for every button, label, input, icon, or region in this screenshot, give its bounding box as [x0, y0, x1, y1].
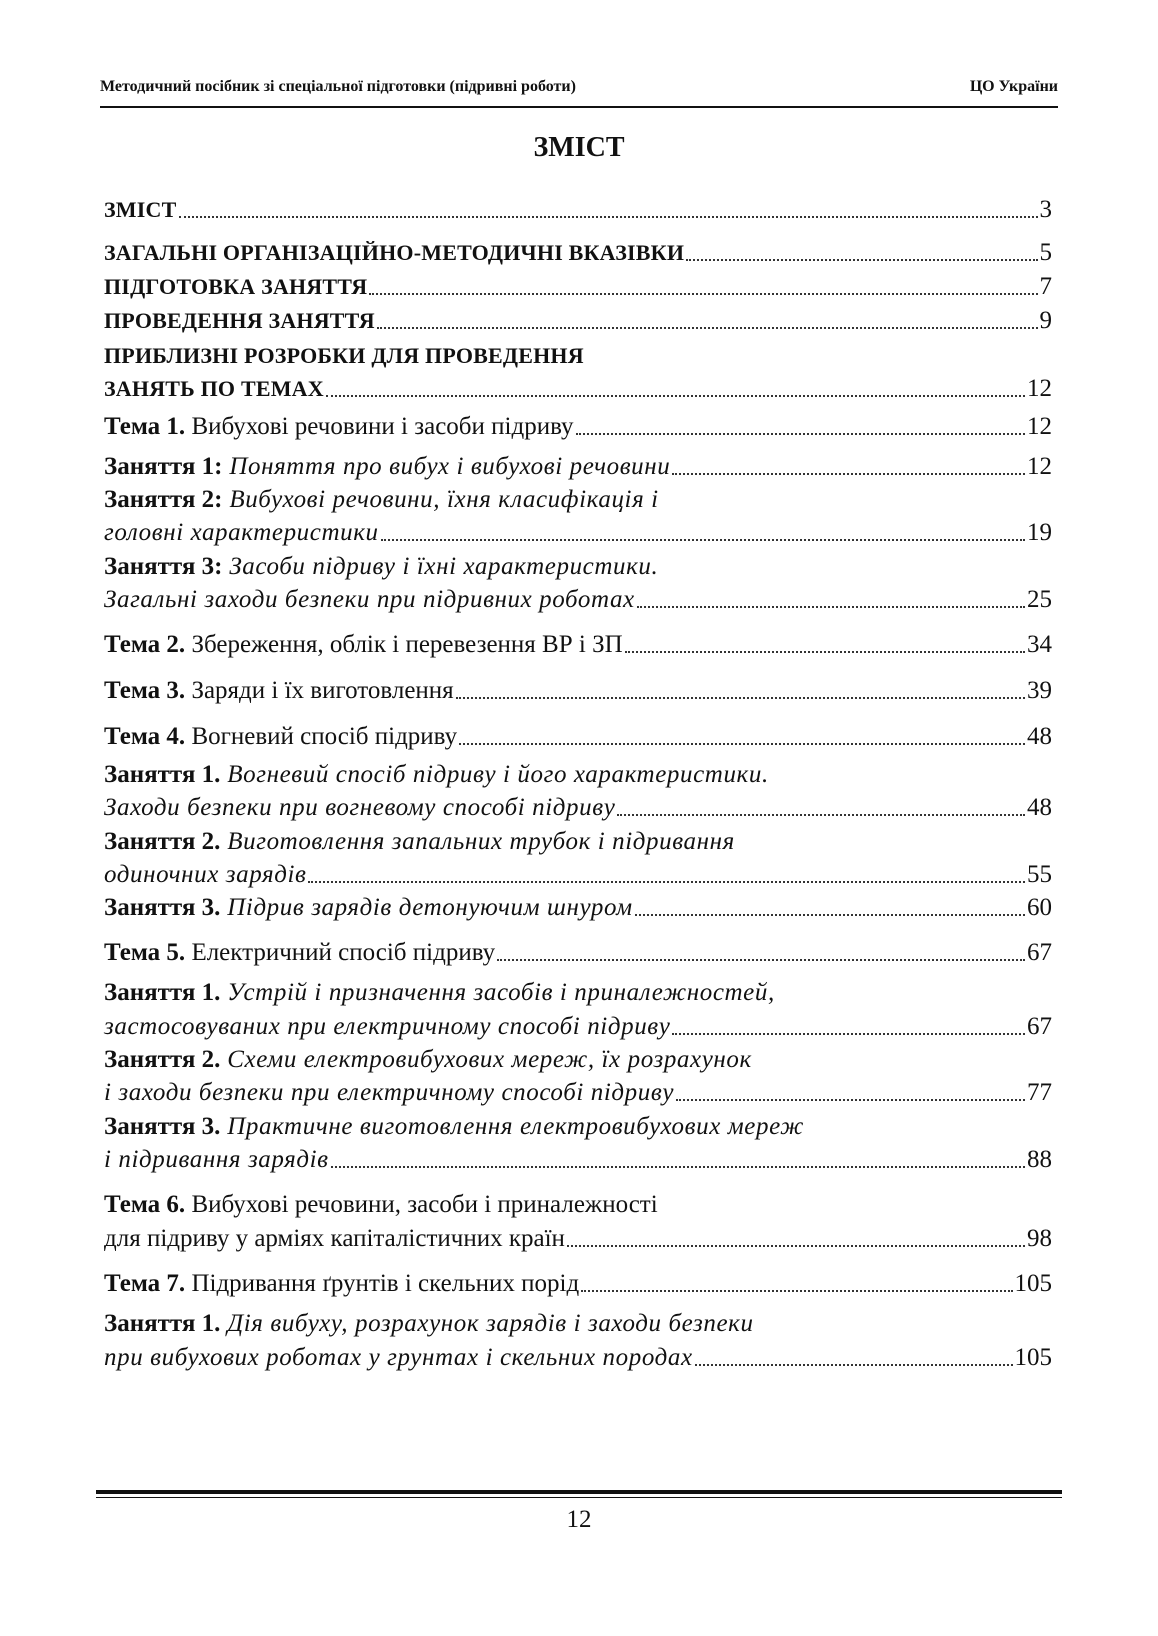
- toc-leader-dots: [672, 473, 1025, 475]
- toc-entry: [104, 938, 1052, 968]
- toc-entry: [104, 1224, 1052, 1254]
- toc-leader-dots: [179, 216, 1038, 218]
- toc-entry-prefix: Тема 7.: [104, 1270, 186, 1297]
- toc-entry-label: і підривання зарядів: [104, 1146, 329, 1173]
- footer-rule-thin: [96, 1497, 1062, 1498]
- toc-leader-dots: [497, 959, 1025, 961]
- toc-entry-page: 19: [1027, 519, 1052, 546]
- toc-entry-label: Електричний спосіб підриву: [185, 939, 496, 966]
- toc-leader-dots: [672, 1033, 1025, 1035]
- toc-entry-line1: [104, 552, 1052, 582]
- toc-entry-page: 98: [1027, 1225, 1052, 1252]
- toc-leader-dots: [637, 606, 1025, 608]
- toc-entry: [104, 1343, 1052, 1373]
- toc-leader-dots: [617, 814, 1025, 816]
- toc-entry-line1: [104, 827, 1052, 857]
- toc-leader-dots: [308, 881, 1025, 883]
- toc-entry-label-line1: Засоби підриву і їхні характеристики.: [222, 553, 659, 580]
- toc-entry-label: ЗМІСТ: [104, 197, 177, 222]
- toc-entry-label: при вибухових роботах у грунтах і скельних породах: [104, 1344, 693, 1371]
- toc-entry-prefix: Заняття 2.: [104, 828, 221, 855]
- toc-entry-label: одиночних зарядів: [104, 861, 307, 888]
- toc-entry-label: ЗАГАЛЬНІ ОРГАНІЗАЦІЙНО-МЕТОДИЧНІ ВКАЗІВКИ: [104, 240, 685, 265]
- toc-entry-line1: [104, 485, 1052, 515]
- toc-leader-dots: [326, 395, 1025, 397]
- toc-entry: [104, 306, 1052, 336]
- toc-entry-line1: [104, 341, 1052, 371]
- toc-entry-prefix: Заняття 1.: [104, 761, 221, 788]
- toc-entry-page: 12: [1027, 375, 1052, 402]
- toc-entry-page: 77: [1027, 1079, 1052, 1106]
- header-title: Методичний посібник зі спеціальної підготовки (підривні роботи): [100, 78, 576, 95]
- toc-entry-label-line1: Вибухові речовини, їхня класифікація і: [222, 486, 659, 513]
- toc-entry: [104, 1078, 1052, 1108]
- toc-entry-page: 48: [1027, 794, 1052, 821]
- toc-entry-label: і заходи безпеки при електричному способі підриву: [104, 1079, 675, 1106]
- toc-entry-prefix: Тема 1.: [104, 413, 186, 440]
- toc-entry-label-line1: Схеми електровибухових мереж, їх розрахунок: [220, 1046, 752, 1073]
- toc-entry-label: Вогневий спосіб підриву: [185, 723, 458, 750]
- toc-entry-page: 48: [1027, 723, 1052, 750]
- toc-entry-prefix: Заняття 1.: [104, 979, 221, 1006]
- toc-entry: [104, 1269, 1052, 1299]
- toc-entry-line1: [104, 1045, 1052, 1075]
- toc-entry-prefix: Заняття 2:: [104, 486, 223, 513]
- toc-entry-prefix: Тема 2.: [104, 631, 186, 658]
- toc-entry-label: головні характеристики: [104, 519, 379, 546]
- toc-entry: [104, 374, 1052, 404]
- toc-entry-label-line1: Устрій і призначення засобів і приналежностей,: [220, 979, 775, 1006]
- toc-leader-dots: [576, 433, 1025, 435]
- toc-entry: [104, 585, 1052, 615]
- toc-entry-page: 105: [1014, 1270, 1052, 1297]
- toc-entry-label-line1: Дія вибуху, розрахунок зарядів і заходи безпеки: [220, 1310, 754, 1337]
- toc-entry-page: 25: [1027, 586, 1052, 613]
- toc-entry-page: 67: [1027, 1013, 1052, 1040]
- toc-entry-label: Збереження, облік і перевезення ВР і ЗП: [185, 631, 623, 658]
- toc-entry: [104, 452, 1052, 482]
- toc-leader-dots: [686, 259, 1037, 261]
- toc-entry-page: 3: [1039, 196, 1052, 223]
- toc-entry: [104, 518, 1052, 548]
- toc-entry-line1: [104, 1309, 1052, 1339]
- toc-entry-prefix: Заняття 3.: [104, 1113, 221, 1140]
- toc-entry-prefix: Тема 5.: [104, 939, 186, 966]
- toc-entry-prefix: Заняття 1.: [104, 1310, 221, 1337]
- toc-entry-page: 105: [1014, 1344, 1052, 1371]
- page-title: ЗМІСТ: [533, 132, 625, 163]
- toc-entry-page: 7: [1039, 273, 1052, 300]
- toc-entry-label-line1: Практичне виготовлення електровибухових мереж: [220, 1113, 805, 1140]
- toc-entry: [104, 893, 1052, 923]
- toc-entry-prefix: Заняття 1:: [104, 453, 223, 480]
- toc-entry: [104, 272, 1052, 302]
- toc-entry-line1: [104, 1112, 1052, 1142]
- toc-entry-page: 67: [1027, 939, 1052, 966]
- toc-entry-label-line1: Вогневий спосіб підриву і його характеристики.: [220, 761, 769, 788]
- toc-leader-dots: [676, 1099, 1025, 1101]
- toc-entry-label: для підриву у арміях капіталістичних країн: [104, 1225, 565, 1252]
- toc-entry: [104, 1145, 1052, 1175]
- toc-leader-dots: [377, 327, 1038, 329]
- toc-entry-page: 12: [1027, 453, 1052, 480]
- toc-entry-label: Поняття про вибух і вибухові речовини: [222, 453, 671, 480]
- page-number: 12: [566, 1506, 592, 1533]
- toc-leader-dots: [369, 293, 1037, 295]
- toc-leader-dots: [635, 914, 1025, 916]
- toc-entry-label: застосовуваних при електричному способі підриву: [104, 1013, 671, 1040]
- toc-entry-page: 9: [1039, 307, 1052, 334]
- toc-entry-prefix: Заняття 3:: [104, 553, 223, 580]
- toc-entry-prefix: Тема 3.: [104, 677, 186, 704]
- toc-entry: [104, 1012, 1052, 1042]
- toc-entry-page: 60: [1027, 894, 1052, 921]
- table-of-contents: [104, 0, 1052, 1500]
- toc-leader-dots: [581, 1290, 1012, 1292]
- toc-entry-label: Підрив зарядів детонуючим шнуром: [220, 894, 633, 921]
- footer-rule-thick: [96, 1490, 1062, 1494]
- toc-entry-label: ПІДГОТОВКА ЗАНЯТТЯ: [104, 274, 368, 299]
- toc-leader-dots: [625, 651, 1025, 653]
- toc-entry-label-line1: Виготовлення запальних трубок і підривання: [220, 828, 735, 855]
- toc-leader-dots: [381, 539, 1025, 541]
- toc-leader-dots: [695, 1364, 1013, 1366]
- toc-entry-page: 39: [1027, 677, 1052, 704]
- toc-entry: [104, 722, 1052, 752]
- toc-entry-label: Заходи безпеки при вогневому способі підриву: [104, 794, 616, 821]
- toc-entry: [104, 676, 1052, 706]
- toc-entry-line1: [104, 760, 1052, 790]
- toc-entry-prefix: Заняття 3.: [104, 894, 221, 921]
- toc-entry-label: Підривання ґрунтів і скельних порід: [185, 1270, 580, 1297]
- toc-entry-label: Вибухові речовини і засоби підриву: [185, 413, 574, 440]
- toc-leader-dots: [567, 1245, 1025, 1247]
- toc-entry-label: ЗАНЯТЬ ПО ТЕМАХ: [104, 376, 324, 401]
- toc-entry-page: 5: [1039, 239, 1052, 266]
- toc-entry: [104, 793, 1052, 823]
- toc-entry: [104, 238, 1052, 268]
- toc-leader-dots: [456, 697, 1025, 699]
- toc-entry-label: Заряди і їх виготовлення: [185, 677, 454, 704]
- toc-entry-prefix: Заняття 2.: [104, 1046, 221, 1073]
- toc-entry-prefix: Тема 4.: [104, 723, 186, 750]
- toc-entry-page: 12: [1027, 413, 1052, 440]
- toc-entry: [104, 860, 1052, 890]
- toc-entry: [104, 630, 1052, 660]
- toc-entry-label: ПРОВЕДЕННЯ ЗАНЯТТЯ: [104, 308, 375, 333]
- toc-entry-page: 34: [1027, 631, 1052, 658]
- toc-entry: [104, 412, 1052, 442]
- toc-entry-page: 88: [1027, 1146, 1052, 1173]
- toc-leader-dots: [459, 743, 1025, 745]
- toc-entry-line1: [104, 1190, 1052, 1220]
- toc-entry-label: Загальні заходи безпеки при підривних роботах: [104, 586, 635, 613]
- toc-entry-prefix: Тема 6.: [104, 1191, 186, 1218]
- toc-entry-label-line1: ПРИБЛИЗНІ РОЗРОБКИ ДЛЯ ПРОВЕДЕННЯ: [104, 343, 584, 368]
- toc-entry: [104, 195, 1052, 225]
- toc-leader-dots: [331, 1166, 1025, 1168]
- toc-entry-page: 55: [1027, 861, 1052, 888]
- toc-entry-line1: [104, 978, 1052, 1008]
- header-organization: ЦО України: [969, 78, 1058, 95]
- toc-entry-label-line1: Вибухові речовини, засоби і приналежності: [185, 1191, 658, 1218]
